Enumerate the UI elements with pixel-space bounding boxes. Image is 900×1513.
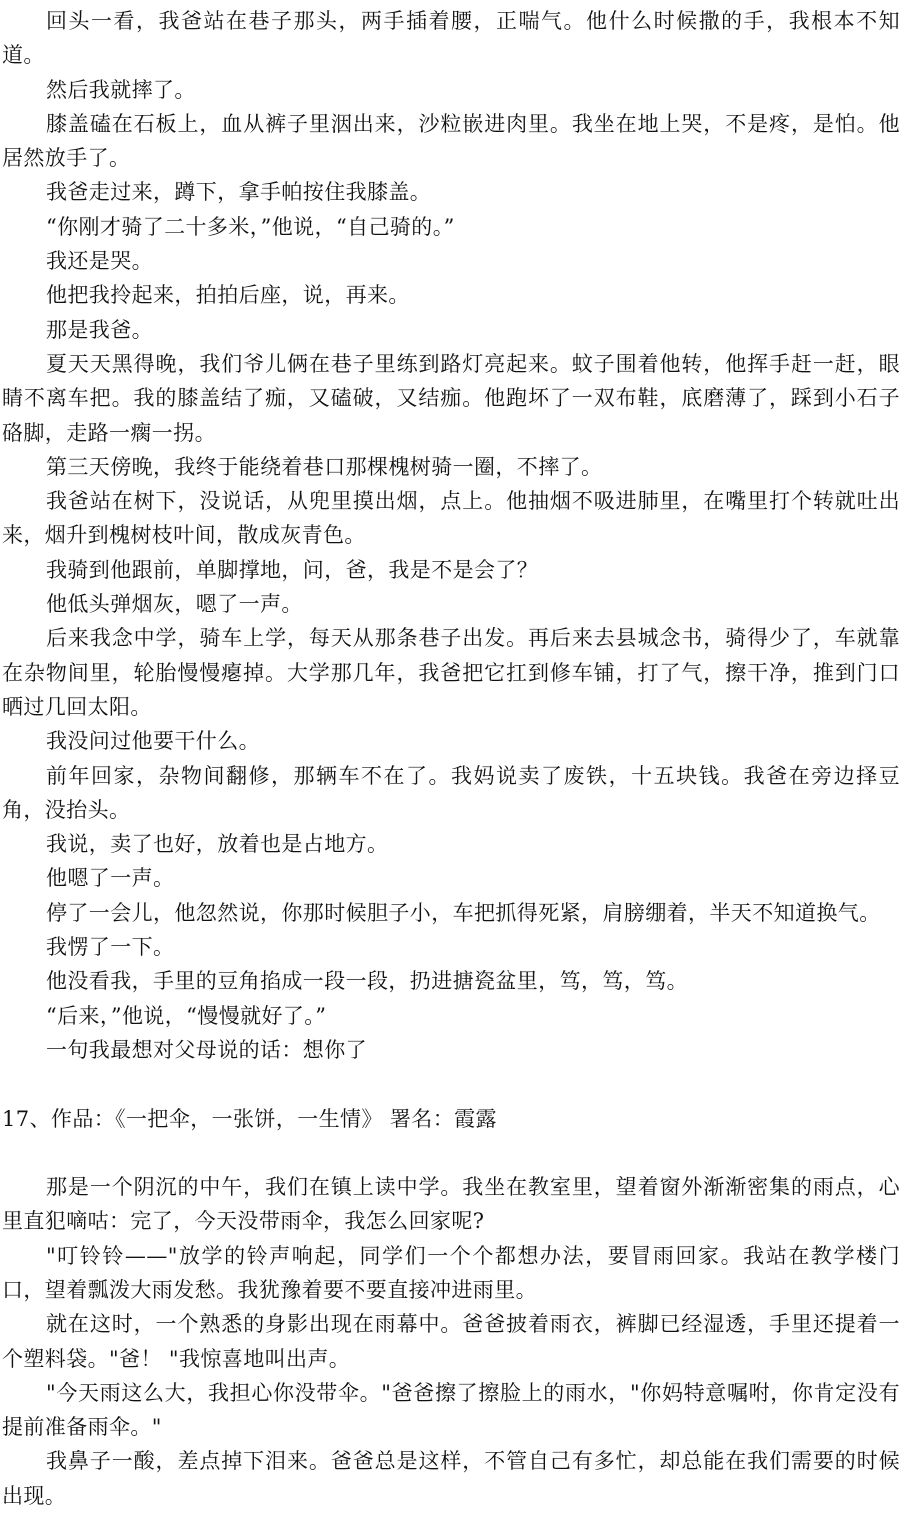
paragraph: 那是我爸。 xyxy=(46,317,153,342)
paragraph: 他把我拎起来，拍拍后座，说，再来。 xyxy=(46,283,410,308)
paragraph: 第三天傍晚，我终于能绕着巷口那棵槐树骑一圈，不摔了。 xyxy=(46,454,603,479)
story-a xyxy=(0,4,900,1067)
paragraph: 我爸站在树下，没说话，从兜里摸出烟，点上。他抽烟不吸进肺里，在嘴里打个转就吐出来，烟升到槐树枝叶间，散成灰青色。 xyxy=(2,489,900,548)
paragraph: 我爸走过来，蹲下，拿手帕按住我膝盖。 xyxy=(46,180,432,205)
paragraph: 那是一个阴沉的中午，我们在镇上读中学。我坐在教室里，望着窗外渐渐密集的雨点，心里直犯嘀咕：完了，今天没带雨伞，我怎么回家呢? xyxy=(2,1175,900,1234)
paragraph: 我还是哭。 xyxy=(46,249,153,274)
paragraph: 他嗯了一声。 xyxy=(46,866,175,891)
entry-heading: 17、作品：《一把伞，一张饼，一生情》 署名：霞露 xyxy=(2,1106,497,1131)
paragraph: 我说，卖了也好，放着也是占地方。 xyxy=(46,832,389,857)
paragraph: 他低头弹烟灰，嗯了一声。 xyxy=(46,592,303,617)
paragraph: 停了一会儿，他忽然说，你那时候胆子小，车把抓得死紧，肩膀绷着，半天不知道换气。 xyxy=(46,900,881,925)
paragraph: "今天雨这么大，我担心你没带伞。"爸爸擦了擦脸上的雨水，"你妈特意嘱咐，你肯定没有提前准备雨伞。" xyxy=(2,1380,900,1440)
blank-line xyxy=(0,1067,900,1101)
paragraph: 我骑到他跟前，单脚撑地，问，爸，我是不是会了？ xyxy=(46,557,539,582)
closing-line: 一句我最想对父母说的话：想你了 xyxy=(46,1037,367,1062)
paragraph: 我愣了一下。 xyxy=(46,935,175,960)
paragraph: 回头一看，我爸站在巷子那头，两手插着腰，正喘气。他什么时候撒的手，我根本不知道。 xyxy=(2,9,900,68)
paragraph: 夏天天黑得晚，我们爷儿俩在巷子里练到路灯亮起来。蚊子围着他转，他挥手赶一赶，眼睛不离车把。我的膝盖结了痂，又磕破，又结痂。他跑坏了一双布鞋，底磨薄了，踩到小石子硌脚，走路一瘸一拐。 xyxy=(2,351,900,445)
paragraph: “后来，”他说，“慢慢就好了。” xyxy=(46,1003,327,1028)
story-b xyxy=(0,1170,900,1513)
paragraph: 我没问过他要干什么。 xyxy=(46,729,260,754)
paragraph: 前年回家，杂物间翻修，那辆车不在了。我妈说卖了废铁，十五块钱。我爸在旁边择豆角，没抬头。 xyxy=(2,763,900,822)
blank-line xyxy=(0,1136,900,1170)
paragraph: “你刚才骑了二十多米，”他说，“自己骑的。” xyxy=(46,214,455,239)
paragraph: 我鼻子一酸，差点掉下泪来。爸爸总是这样，不管自己有多忙，却总能在我们需要的时候出现。 xyxy=(2,1449,900,1508)
paragraph: 就在这时，一个熟悉的身影出现在雨幕中。爸爸披着雨衣，裤脚已经湿透，手里还提着一个塑料袋。"爸！ "我惊喜地叫出声。 xyxy=(2,1312,900,1371)
paragraph: 膝盖磕在石板上，血从裤子里洇出来，沙粒嵌进肉里。我坐在地上哭，不是疼，是怕。他居然放手了。 xyxy=(2,111,900,171)
paragraph: 然后我就摔了。 xyxy=(46,77,196,102)
paragraph: 他没看我，手里的豆角掐成一段一段，扔进搪瓷盆里，笃，笃，笃。 xyxy=(46,969,688,994)
paragraph: 后来我念中学，骑车上学，每天从那条巷子出发。再后来去县城念书，骑得少了，车就靠在杂物间里，轮胎慢慢瘪掉。大学那几年，我爸把它扛到修车铺，打了气，擦干净，推到门口晒过几回太阳。 xyxy=(2,626,900,719)
paragraph: "叮铃铃——"放学的铃声响起，同学们一个个都想办法，要冒雨回家。我站在教学楼门口，望着瓢泼大雨发愁。我犹豫着要不要直接冲进雨里。 xyxy=(2,1243,900,1302)
